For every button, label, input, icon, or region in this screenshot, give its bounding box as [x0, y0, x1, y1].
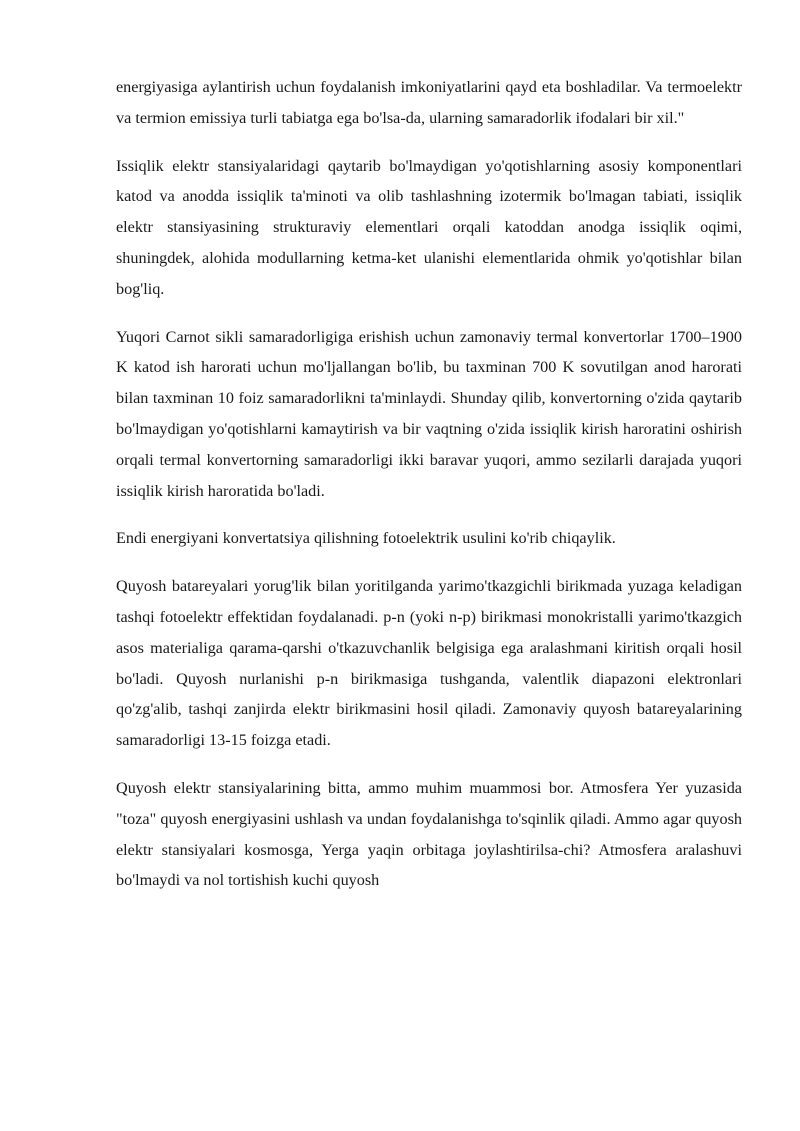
paragraph-solar-stations-problem: Quyosh elektr stansiyalarining bitta, ammo muhim muammosi bor. Atmosfera Yer yuzasida "toza" quyosh energiyasini ushlash va undan foydalanishga to'sqinlik qiladi. Ammo agar quyosh elektr stansiyalari kosmosga, Yerga yaqin orbitaga joylashtirilsa-chi? Atmosfera aralashuvi bo'lmaydi va nol tortishish kuchi quyosh [116, 778, 742, 890]
paragraph-irreversible-losses: Issiqlik elektr stansiyalaridagi qaytarib bo'lmaydigan yo'qotishlarning asosiy komponentlari katod va anodda issiqlik ta'minoti va olib tashlashning izotermik bo'lmagan tabiati, issiqlik elektr stansiyasining strukturaviy elementlari orqali katoddan anodga issiqlik oqimi, shuningdek, alohida modullarning ketma-ket ulanishi elementlarida ohmik yo'qotishlar bilan bog'liq. [116, 156, 742, 298]
paragraph-solar-batteries: Quyosh batareyalari yorug'lik bilan yoritilganda yarimo'tkazgichli birikmada yuzaga keladigan tashqi fotoelektr effektidan foydalanadi. p-n (yoki n-p) birikmasi monokristalli yarimo'tkazgich asos materialiga qarama-qarshi o'tkazuvchanlik belgisiga ega aralashmani kiritish orqali hosil bo'ladi. Quyosh nurlanishi p-n birikmasiga tushganda, valentlik diapazoni elektronlari qo'zg'alib, tashqi zanjirda elektr birikmasini hosil qiladi. Zamonaviy quyosh batareyalarining samaradorligi 13-15 foizga etadi. [116, 577, 742, 750]
paragraph-photoelectric-intro: Endi energiyani konvertatsiya qilishning fotoelektrik usulini ko'rib chiqaylik. [116, 529, 616, 548]
paragraph-carnot-efficiency: Yuqori Carnot sikli samaradorligiga erishish uchun zamonaviy termal konvertorlar 1700–1900 K katod ish harorati uchun mo'ljallangan bo'lib, bu taxminan 700 K sovutilgan anod harorati bilan taxminan 10 foiz samaradorlikni ta'minlaydi. Shunday qilib, konvertorning o'zida qaytarib bo'lmaydigan yo'qotishlarni kamaytirish va bir vaqtning o'zida issiqlik kirish haroratini oshirish orqali termal konvertorning samaradorligi ikki baravar yuqori, ammo sezilarli darajada yuqori issiqlik kirish haroratida bo'ladi. [116, 327, 742, 500]
document-page [116, 72, 742, 913]
paragraph-continuation: energiyasiga aylantirish uchun foydalanish imkoniyatlarini qayd eta boshladilar. Va termoelektr va termion emissiya turli tabiatga ega bo'lsa-da, ularning samaradorlik ifodalari bir xil." [116, 78, 742, 127]
